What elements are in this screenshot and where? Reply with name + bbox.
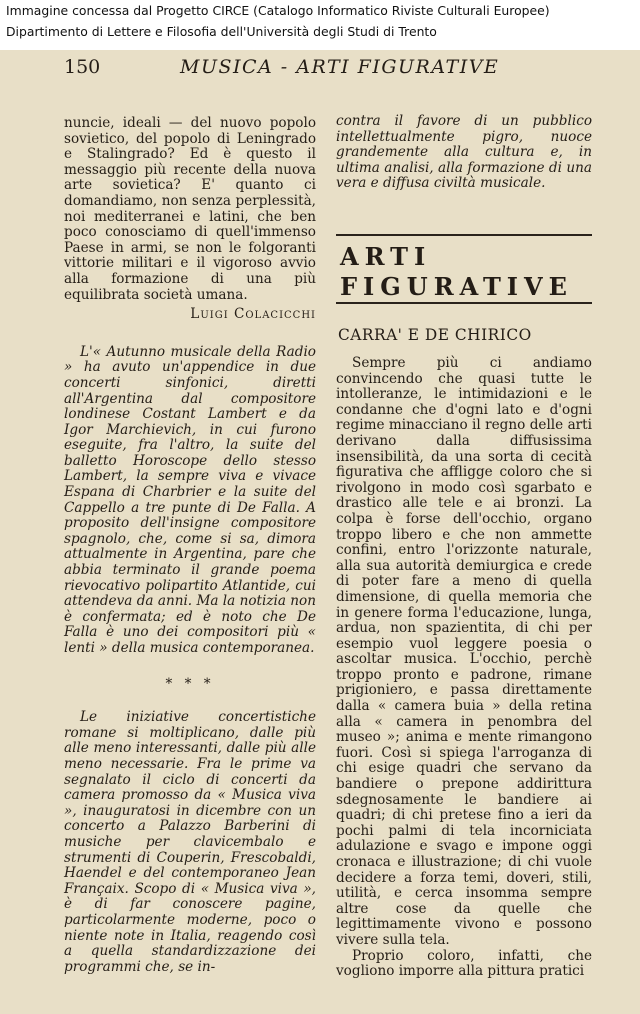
section-rule-bottom xyxy=(336,302,592,304)
left-para-1: nuncie, ideali — del nuovo popolo sovietico, del popolo di Leningrado e Stalingrado? Ed è questo il messaggio più recente della nuova arte sovietica? E' quanto ci domandiamo, non senza perplessità, noi mediterranei e latini, che ben poco conosciamo di quell'immenso Paese in armi, se non le folgoranti vittorie militari e il vigoroso avvio alla formazione di una più equilibrata società umana. xyxy=(64,115,316,303)
page-number: 150 xyxy=(64,56,101,78)
right-para-top: contra il favore di un pubblico intellettualmente pigro, nuoce grandemente alla cultura e, in ultima analisi, alla formazione di una vera e diffusa civiltà musicale. xyxy=(336,113,592,192)
article-title: CARRA' E DE CHIRICO xyxy=(338,326,532,344)
author-signature: Luigi Colacicchi xyxy=(190,306,316,323)
section-separator: * * * xyxy=(165,675,215,692)
section-title-line-1: ARTI xyxy=(340,242,432,271)
left-column xyxy=(64,116,316,975)
right-column-top xyxy=(336,114,592,192)
banner-line-1: Immagine concessa dal Progetto CIRCE (Catalogo Informatico Riviste Culturali Europee) xyxy=(6,3,550,18)
right-body-para-2: Proprio coloro, infatti, che vogliono imporre alla pittura pratici xyxy=(336,947,592,980)
scanned-page xyxy=(0,50,640,1014)
section-rule-top xyxy=(336,234,592,236)
running-title: MUSICA - ARTI FIGURATIVE xyxy=(180,56,500,78)
running-header xyxy=(64,56,604,80)
source-banner xyxy=(0,0,640,50)
section-title-line-2: FIGURATIVE xyxy=(340,272,573,301)
right-column-body xyxy=(336,356,592,980)
right-body-para-1: Sempre più ci andiamo convincendo che quasi tutte le intolleranze, le intimidazioni e le condanne che d'ogni lato e d'ogni regime minacciano il regno delle arti derivano dalla diffusissima insensibilità, da una sorta di cecità figurativa che affligge coloro che si rivolgono in modo così sgarbato e drastico alle tele e ai bronzi. La colpa è forse dell'occhio, organo troppo libero e che non ammette confini, entro l'orizzonte naturale, alla sua autorità demiurgica e crede di poter fare a meno di quella dimensione, di quella memoria che in genere forma l'educazione, lunga, ardua, non spazientita, di chi per esempio vuol leggere poesia o ascoltar musica. L'occhio, perchè troppo pronto e padrone, rimane prigioniero, e passa direttamente dalla « camera buia » della retina alla « camera in penombra del museo »; anima e mente rimangono fuori. Così si spiega l'arroganza di chi esige quadri che servano da bandiere o prepone addirittura sdegnosamente le bandiere ai quadri; di chi pretese fino a ieri da pochi palmi di tela incorniciata adulazione e svago e impone oggi cronaca e illustrazione; di chi vuole decidere a forza temi, doveri, stili, utilità, e cerca insomma sempre altre cose da quelle che legittimamente vivono e possono vivere sulla tela. xyxy=(336,355,592,948)
left-para-2: L'« Autunno musicale della Radio » ha avuto un'appendice in due concerti sinfonici, diretti all'Argentina dal compositore londinese Costant Lambert e da Igor Marchievich, in cui furono eseguite, fra l'altro, la suite del balletto Horoscope dello stesso Lambert, la sempre viva e vivace Espana di Charbrier e la suite del Cappello a tre punte di De Falla. A proposito dell'insigne compositore spagnolo, che, come si sa, dimora attualmente in Argentina, pare che abbia terminato il grande poema rievocativo polipartito Atlantide, cui attendeva da anni. Ma la notizia non è confermata; ed è noto che De Falla è uno dei compositori più « lenti » della musica contemporanea. xyxy=(64,343,316,656)
left-para-3: Le iniziative concertistiche romane si moltiplicano, dalle più alle meno interessanti, dalle più alle meno necessarie. Fra le prime va segnalato il ciclo di concerti da camera promosso da « Musica viva », inauguratosi in dicembre con un concerto a Palazzo Barberini di musiche per clavicembalo e strumenti di Couperin, Frescobaldi, Haendel e del contemporaneo Jean Françaix. Scopo di « Musica viva », è di far conoscere pagine, particolarmente moderne, poco o niente note in Italia, reagendo così a quella standardizzazione dei programmi che, se in- xyxy=(64,709,316,975)
banner-line-2: Dipartimento di Lettere e Filosofia dell'Università degli Studi di Trento xyxy=(6,24,437,39)
